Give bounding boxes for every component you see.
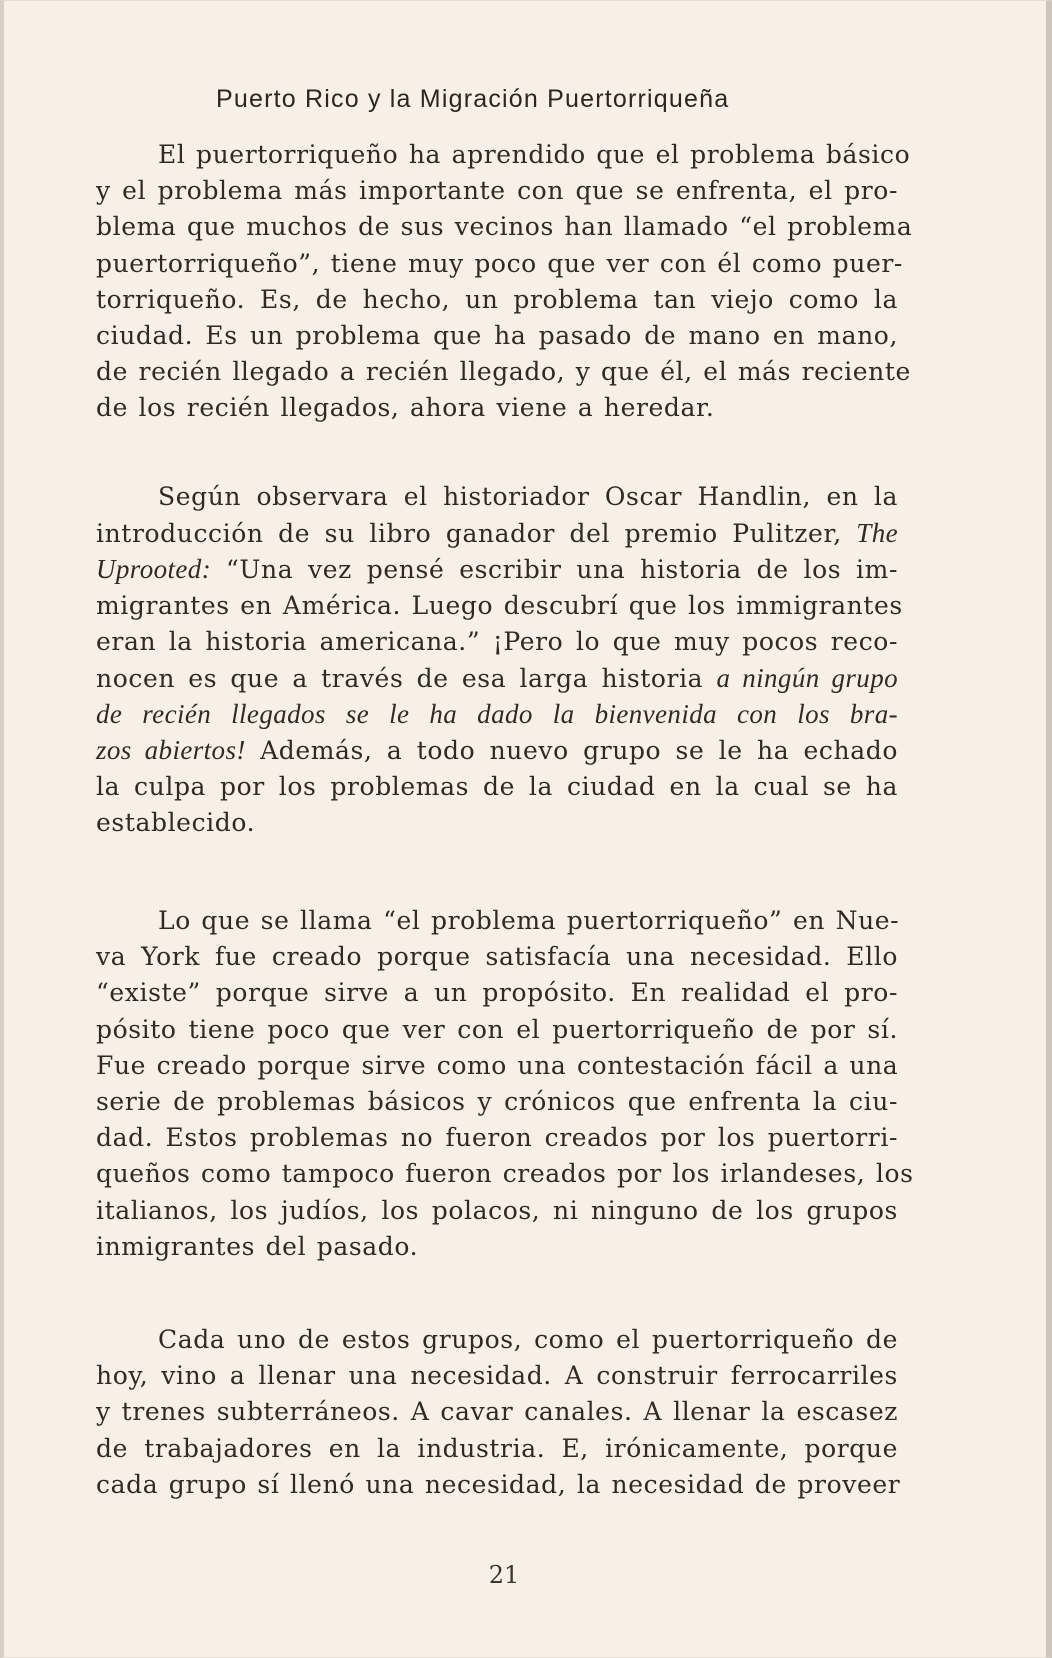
emphasis-italic: a ningún grupo xyxy=(716,662,899,693)
text-line: de los recién llegados, ahora viene a heredar. xyxy=(96,393,715,423)
text-line: eran la historia americana.” ¡Pero lo que muy pocos reco- xyxy=(96,626,898,656)
text-line: la culpa por los problemas de la ciudad en la cual se ha xyxy=(96,771,898,801)
paragraph-4 xyxy=(96,1322,901,1503)
text-line: de recién llegado a recién llegado, y que él, el más reciente xyxy=(96,357,911,387)
text-line: “existe” porque sirve a un propósito. En realidad el pro- xyxy=(96,978,898,1008)
text-line: italianos, los judíos, los polacos, ni ninguno de los grupos xyxy=(96,1195,898,1225)
paragraph-2 xyxy=(96,479,903,841)
text-line: dad. Estos problemas no fueron creados por los puertorri- xyxy=(96,1123,898,1153)
text-segment: nocen es que a través de esa larga historia xyxy=(96,663,704,693)
text-line: migrantes en América. Luego descubrí que los immigrantes xyxy=(96,590,903,620)
text-line: hoy, vino a llenar una necesidad. A construir ferrocarriles xyxy=(96,1361,898,1391)
text-line: blema que muchos de sus vecinos han llamado “el problema xyxy=(96,212,913,242)
text-line: Lo que se llama “el problema puertorriqueño” en Nue- xyxy=(158,906,900,935)
text-line xyxy=(96,660,898,696)
text-line: establecido. xyxy=(96,807,256,837)
text-line: y el problema más importante con que se enfrenta, el pro- xyxy=(96,176,898,206)
text-line: pósito tiene poco que ver con el puertorriqueño de por sí. xyxy=(96,1014,898,1044)
page-number: 21 xyxy=(488,1561,520,1589)
emphasis-italic: zos abiertos! xyxy=(96,735,246,766)
text-line: de trabajadores en la industria. E, irónicamente, porque xyxy=(96,1433,898,1463)
text-line: cada grupo sí llenó una necesidad, la necesidad de proveer xyxy=(96,1469,901,1499)
book-title-italic: Uprooted: xyxy=(96,554,212,585)
text-line xyxy=(96,732,898,768)
text-line: serie de problemas básicos y crónicos que enfrenta la ciu- xyxy=(96,1086,898,1116)
paragraph-3 xyxy=(96,903,914,1265)
text-line: Según observara el historiador Oscar Handlin, en la xyxy=(158,482,898,511)
text-line: El puertorriqueño ha aprendido que el problema básico xyxy=(158,140,911,169)
text-line: Fue creado porque sirve como una contestación fácil a una xyxy=(96,1050,899,1080)
text-segment: introducción de su libro ganador del premio Pulitzer, xyxy=(96,519,842,549)
text-line: ciudad. Es un problema que ha pasado de mano en mano, xyxy=(96,320,898,350)
text-line xyxy=(96,515,898,551)
emphasis-italic-line: de recién llegados se le ha dado la bienvenida con los bra- xyxy=(96,699,898,730)
text-line: Cada uno de estos grupos, como el puertorriqueño de xyxy=(158,1325,898,1354)
text-line: inmigrantes del pasado. xyxy=(96,1231,419,1261)
text-line: queños como tampoco fueron creados por los irlandeses, los xyxy=(96,1159,914,1189)
text-line: va York fue creado porque satisfacía una necesidad. Ello xyxy=(96,942,898,972)
paragraph-1 xyxy=(96,137,913,427)
running-head: Puerto Rico y la Migración Puertorriqueña xyxy=(216,85,730,113)
text-segment: Además, a todo nuevo grupo se le ha echado xyxy=(260,736,898,766)
book-title-italic: The xyxy=(856,518,898,549)
text-line: y trenes subterráneos. A cavar canales. A llenar la escasez xyxy=(96,1397,898,1427)
text-line: puertorriqueño”, tiene muy poco que ver con él como puer- xyxy=(96,248,903,278)
text-segment: “Una vez pensé escribir una historia de los im- xyxy=(225,555,898,585)
text-line: torriqueño. Es, de hecho, un problema tan viejo como la xyxy=(96,284,898,314)
text-line xyxy=(96,551,898,587)
